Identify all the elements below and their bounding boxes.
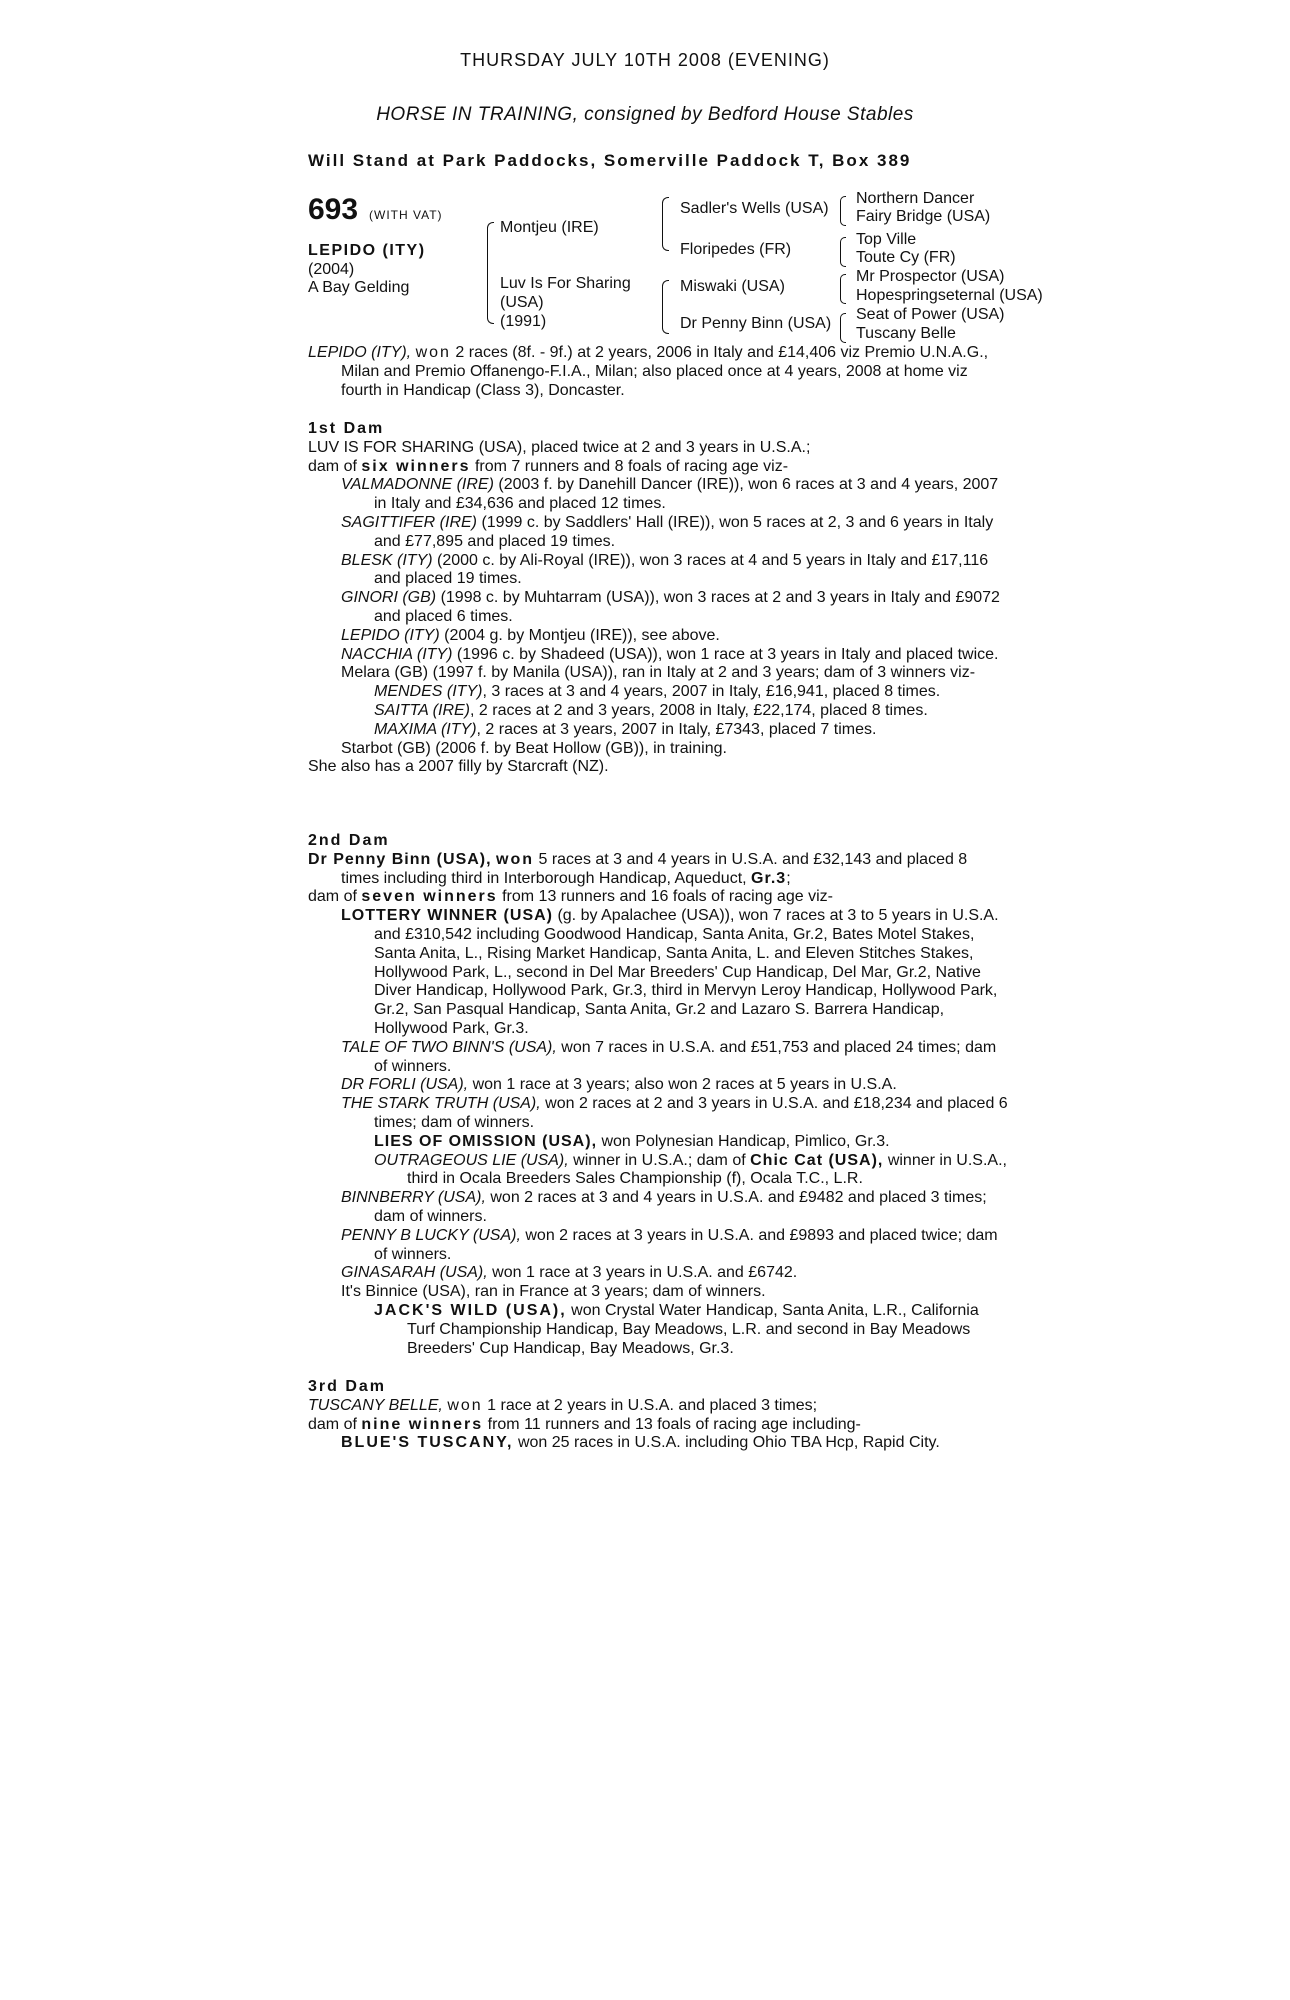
produce-entry-lottery-winner: LOTTERY WINNER (USA) (g. by Apalachee (USA)), won 7 races at 3 to 5 years in U.S.A. and £310,542 including Goodwood Handicap, Santa Anita, Gr.2, Bates Motel Stakes, Santa Anita, L., Rising Market Handicap, Santa Anita, L. and Eleven Stitches Stakes, Hollywood Park, L., second in Del Mar Breeders' Cup Handicap, Del Mar, Gr.2, Native Diver Handicap, Hollywood Park, Gr.3, third in Mervyn Leroy Handicap, Hollywood Park, Gr.2, San Pasqual Handicap, Santa Anita, Gr.2 and Lazaro S. Barrera Handicap, Hollywood Park, Gr.3. xyxy=(341,907,999,1037)
produce-entry: It's Binnice (USA), ran in France at 3 years; dam of winners. xyxy=(341,1283,766,1301)
pedigree-dam-sire: Miswaki (USA) xyxy=(680,278,785,295)
pedigree-sire-dam: Floripedes (FR) xyxy=(680,241,792,258)
produce-entry: GINORI (GB) (1998 c. by Muhtarram (USA)), won 3 races at 2 and 3 years in Italy and £9072 and placed 6 times. xyxy=(341,589,1000,625)
pedigree-ssd: Fairy Bridge (USA) xyxy=(856,208,991,225)
pedigree-sire: Montjeu (IRE) xyxy=(500,219,599,236)
first-dam-record: LUV IS FOR SHARING (USA), placed twice at 2 and 3 years in U.S.A.; xyxy=(308,438,811,456)
sale-date: THURSDAY JULY 10TH 2008 (EVENING) xyxy=(460,50,830,70)
horse-name: LEPIDO (ITY) xyxy=(308,242,426,259)
pedigree-dds: Seat of Power (USA) xyxy=(856,306,1005,323)
produce-entry: VALMADONNE (IRE) (2003 f. by Danehill Dancer (IRE)), won 6 races at 3 and 4 years, 2007 in Italy and £34,636 and placed 12 times. xyxy=(341,476,999,513)
grandproduce-entry: OUTRAGEOUS LIE (USA), winner in U.S.A.; dam of Chic Cat (USA), winner in U.S.A., third in Ocala Breeders Sales Championship (f), Ocala T.C., L.R. xyxy=(374,1151,1007,1188)
lot-vat: (WITH VAT) xyxy=(369,208,443,222)
brace-sd xyxy=(840,237,846,267)
brace-dd xyxy=(840,313,846,343)
produce-entry: THE STARK TRUTH (USA), won 2 races at 2 and 3 years in U.S.A. and £18,234 and placed 6 times; dam of winners. xyxy=(341,1095,1008,1131)
third-dam-produce-summary: dam of nine winners from 11 runners and 13 foals of racing age including- xyxy=(308,1415,861,1433)
summary-text: 2 races (8f. - 9f.) at 2 years, 2006 in Italy and £14,406 viz Premio U.N.A.G., Milan and Premio Offanengo-F.I.A., Milan; also placed once at 4 years, 2008 at home viz fourth in Handicap (Class 3), Doncaster. xyxy=(341,344,989,399)
third-dam-heading: 3rd Dam xyxy=(308,1378,387,1395)
pedigree-dsd: Hopespringseternal (USA) xyxy=(856,287,1043,304)
grandproduce-entry: MENDES (ITY), 3 races at 3 and 4 years, 2007 in Italy, £16,941, placed 8 times. xyxy=(374,683,941,701)
produce-entry: BINNBERRY (USA), won 2 races at 3 and 4 years in U.S.A. and £9482 and placed 3 times; dam of winners. xyxy=(341,1189,987,1225)
pedigree-sds: Top Ville xyxy=(856,231,917,248)
third-dam-section xyxy=(308,1378,1008,1453)
produce-entry: SAGITTIFER (IRE) (1999 c. by Saddlers' Hall (IRE)), won 5 races at 2, 3 and 6 years in Italy and £77,895 and placed 19 times. xyxy=(341,513,994,550)
pedigree-dam: Luv Is For Sharing xyxy=(500,275,631,292)
stand-location: Will Stand at Park Paddocks, Somerville Paddock T, Box 389 xyxy=(308,151,912,170)
produce-entry-melara: Melara (GB) (1997 f. by Manila (USA)), ran in Italy at 2 and 3 years; dam of 3 winners viz- xyxy=(341,664,976,682)
pedigree-sdd: Toute Cy (FR) xyxy=(856,249,956,266)
pedigree-dam-country: (USA) xyxy=(500,294,544,311)
pedigree-sss: Northern Dancer xyxy=(856,190,975,207)
second-dam-produce-summary: dam of seven winners from 13 runners and 16 foals of racing age viz- xyxy=(308,888,833,906)
brace-ss xyxy=(840,196,846,226)
grandproduce-entry: SAITTA (IRE), 2 races at 2 and 3 years, 2008 in Italy, £22,174, placed 8 times. xyxy=(374,701,928,719)
first-dam-filly-note: She also has a 2007 filly by Starcraft (NZ). xyxy=(308,758,609,776)
produce-entry: PENNY B LUCKY (USA), won 2 races at 3 years in U.S.A. and £9893 and placed twice; dam of winners. xyxy=(341,1226,998,1263)
pedigree-dam-year: (1991) xyxy=(500,313,547,330)
pedigree-dam-dam: Dr Penny Binn (USA) xyxy=(680,315,832,332)
produce-entry: NACCHIA (ITY) (1996 c. by Shadeed (USA)), won 1 race at 3 years in Italy and placed twice. xyxy=(341,645,999,663)
first-dam-produce-summary: dam of six winners from 7 runners and 8 foals of racing age viz- xyxy=(308,457,789,475)
pedigree-ddd: Tuscany Belle xyxy=(856,325,956,342)
first-dam-section xyxy=(308,420,1008,777)
grandproduce-entry: MAXIMA (ITY), 2 races at 3 years, 2007 in Italy, £7343, placed 7 times. xyxy=(374,720,877,738)
second-dam-heading: 2nd Dam xyxy=(308,832,390,849)
summary-horse-name: LEPIDO (ITY), xyxy=(308,344,412,361)
grandproduce-entry: LIES OF OMISSION (USA), won Polynesian Handicap, Pimlico, Gr.3. xyxy=(374,1132,890,1150)
brace-sire-parents xyxy=(662,197,669,251)
produce-entry: LEPIDO (ITY) (2004 g. by Montjeu (IRE)), see above. xyxy=(341,626,720,644)
first-dam-heading: 1st Dam xyxy=(308,420,385,437)
grandproduce-entry: JACK'S WILD (USA), won Crystal Water Handicap, Santa Anita, L.R., California Turf Championship Handicap, Bay Meadows, L.R. and second in Bay Meadows Breeders' Cup Handicap, Bay Meadows, Gr.3. xyxy=(374,1301,979,1357)
brace-parents xyxy=(487,222,494,324)
produce-entry: BLESK (ITY) (2000 c. by Ali-Royal (IRE)), won 3 races at 4 and 5 years in Italy and £17,116 and placed 19 times. xyxy=(341,551,989,588)
summary-won: won xyxy=(415,344,451,361)
third-dam-record: TUSCANY BELLE, won 1 race at 2 years in U.S.A. and placed 3 times; xyxy=(308,1396,818,1414)
race-summary xyxy=(308,344,1008,400)
pedigree-dss: Mr Prospector (USA) xyxy=(856,268,1005,285)
second-dam-record: Dr Penny Binn (USA), won 5 races at 3 and 4 years in U.S.A. and £32,143 and placed 8 times including third in Interborough Handicap, Aqueduct, Gr.3; xyxy=(308,850,968,887)
horse-year: (2004) xyxy=(308,261,355,278)
brace-ds xyxy=(840,274,846,304)
second-dam-section xyxy=(308,832,1008,1358)
produce-entry: DR FORLI (USA), won 1 race at 3 years; also won 2 races at 5 years in U.S.A. xyxy=(341,1076,897,1094)
consignment-line: HORSE IN TRAINING, consigned by Bedford House Stables xyxy=(376,104,914,125)
brace-dam-parents xyxy=(662,280,669,334)
lot-number: 693 xyxy=(308,193,359,226)
produce-entry: BLUE'S TUSCANY, won 25 races in U.S.A. including Ohio TBA Hcp, Rapid City. xyxy=(341,1434,940,1452)
horse-description: A Bay Gelding xyxy=(308,279,410,296)
produce-entry-starbot: Starbot (GB) (2006 f. by Beat Hollow (GB)), in training. xyxy=(341,739,727,757)
produce-entry: GINASARAH (USA), won 1 race at 3 years in U.S.A. and £6742. xyxy=(341,1264,798,1282)
produce-entry: TALE OF TWO BINN'S (USA), won 7 races in U.S.A. and £51,753 and placed 24 times; dam of winners. xyxy=(341,1038,997,1075)
pedigree-sire-sire: Sadler's Wells (USA) xyxy=(680,200,829,217)
